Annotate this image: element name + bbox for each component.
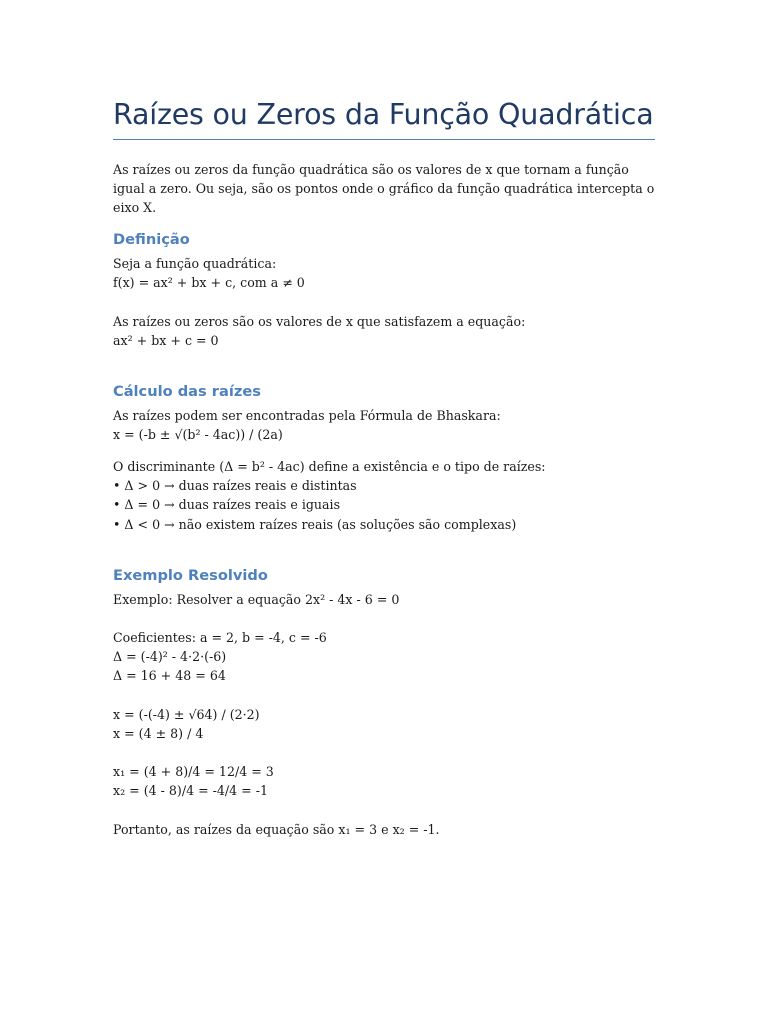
definicao-block-2 — [113, 312, 655, 350]
definicao-line-1: Seja a função quadrática: — [113, 256, 277, 271]
exemplo-delta-1: Δ = (-4)² - 4·2·(-6) — [113, 649, 227, 665]
calculo-block-1 — [113, 406, 655, 444]
exemplo-block-5 — [113, 820, 655, 839]
exemplo-x-2: x = (4 ± 8) / 4 — [113, 726, 204, 742]
bullet-delta-positive: • Δ > 0 → duas raízes reais e distintas — [113, 478, 357, 494]
definicao-formula: f(x) = ax² + bx + c, com a ≠ 0 — [113, 275, 305, 291]
bhaskara-formula: x = (-b ± √(b² - 4ac)) / (2a) — [113, 427, 283, 443]
document-title: Raízes ou Zeros da Função Quadrática — [113, 98, 654, 131]
exemplo-x2-result: x₂ = (4 - 8)/4 = -4/4 = -1 — [113, 783, 268, 799]
bullet-delta-negative: • Δ < 0 → não existem raízes reais (as soluções são complexas) — [113, 516, 517, 532]
exemplo-x1-result: x₁ = (4 + 8)/4 = 12/4 = 3 — [113, 764, 274, 779]
exemplo-conclusao: Portanto, as raízes da equação são x₁ = 3 e x₂ = -1. — [113, 822, 440, 837]
calculo-line-1: As raízes podem ser encontradas pela Fórmula de Bhaskara: — [113, 408, 501, 423]
exemplo-block-2 — [113, 628, 655, 686]
intro-paragraph-block — [113, 160, 655, 218]
exemplo-coeficientes: Coeficientes: a = 2, b = -4, c = -6 — [113, 630, 327, 645]
exemplo-enunciado: Exemplo: Resolver a equação 2x² - 4x - 6 = 0 — [113, 592, 400, 607]
heading-definicao: Definição — [113, 231, 190, 248]
definicao-line-3: As raízes ou zeros são os valores de x que satisfazem a equação: — [113, 314, 526, 329]
exemplo-delta-2: Δ = 16 + 48 = 64 — [113, 668, 226, 684]
title-underline — [113, 139, 655, 140]
calculo-block-2 — [113, 457, 655, 534]
heading-exemplo: Exemplo Resolvido — [113, 567, 268, 584]
intro-paragraph: As raízes ou zeros da função quadrática são os valores de x que tornam a função igual a zero. Ou seja, são os pontos onde o gráfico da função quadrática intercepta o eixo X. — [113, 162, 655, 216]
exemplo-block-1 — [113, 590, 655, 609]
exemplo-block-3 — [113, 705, 655, 743]
definicao-block-1 — [113, 254, 655, 292]
discriminante-line: O discriminante (Δ = b² - 4ac) define a existência e o tipo de raízes: — [113, 459, 546, 474]
heading-calculo: Cálculo das raízes — [113, 383, 261, 400]
exemplo-block-4 — [113, 762, 655, 800]
exemplo-x-1: x = (-(-4) ± √64) / (2·2) — [113, 707, 260, 722]
bullet-delta-zero: • Δ = 0 → duas raízes reais e iguais — [113, 497, 341, 513]
definicao-equation: ax² + bx + c = 0 — [113, 333, 219, 349]
